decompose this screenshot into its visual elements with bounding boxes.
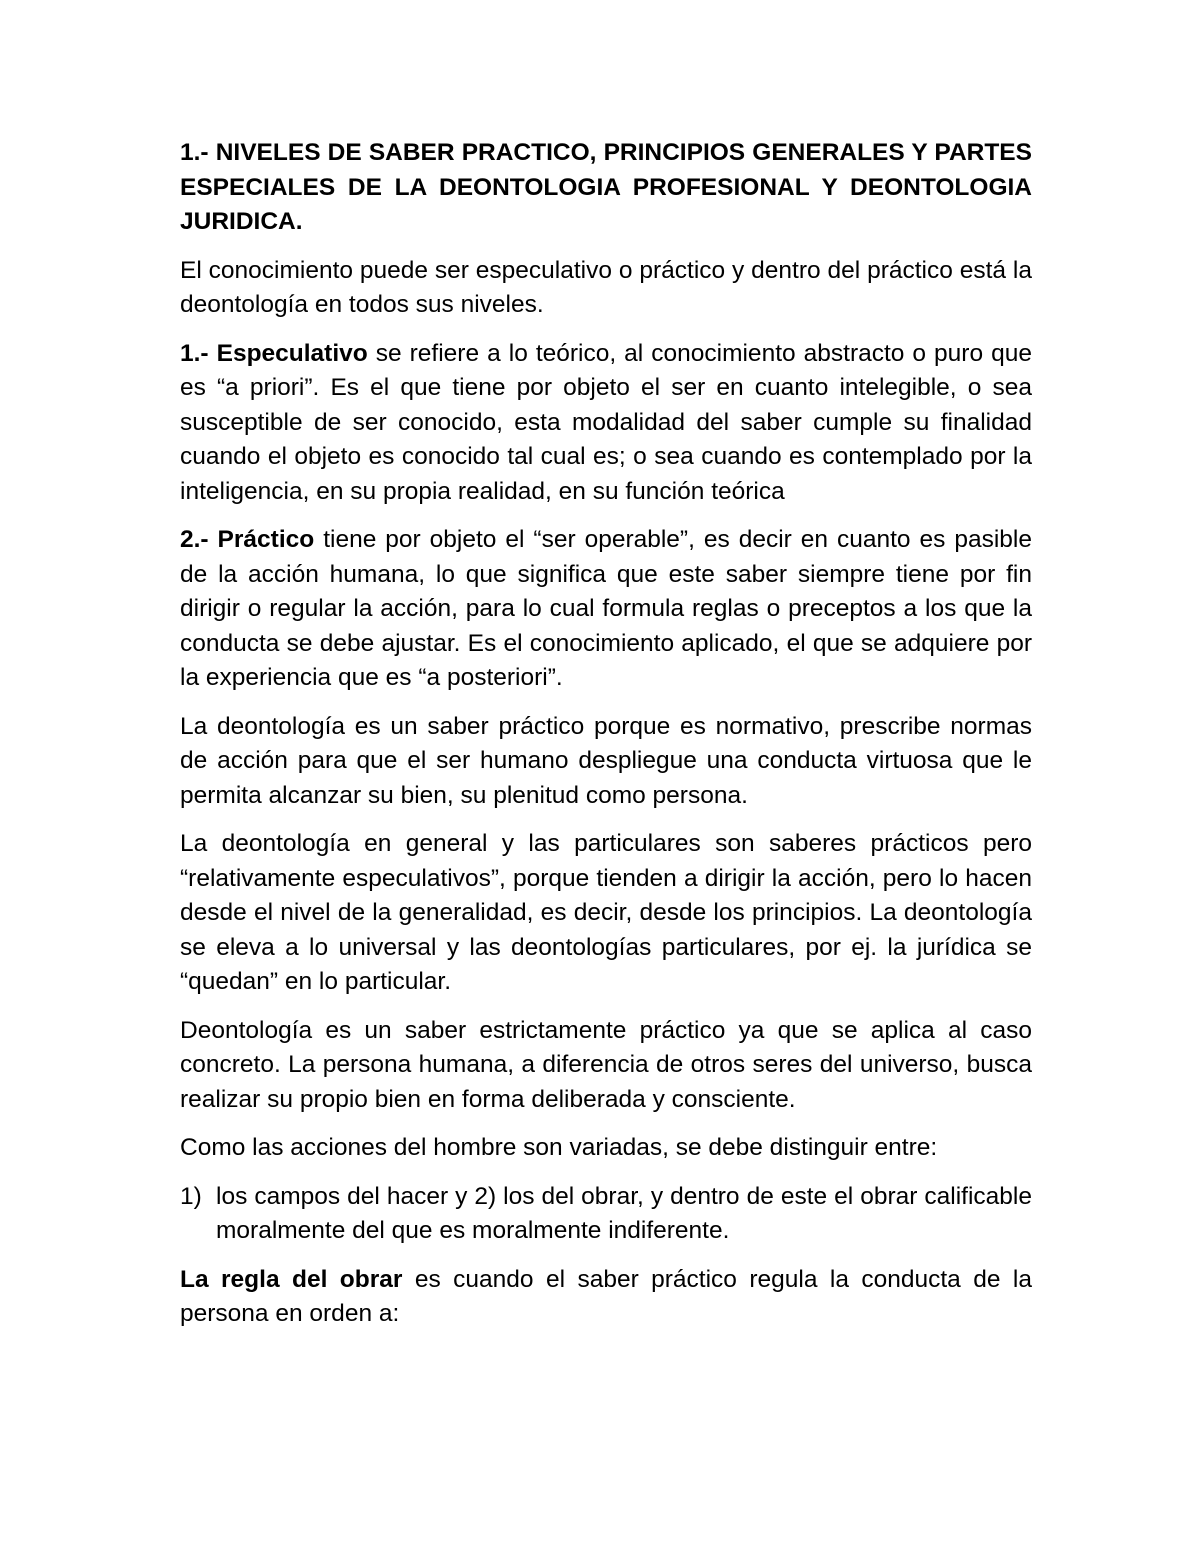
list-item [180, 1180, 1032, 1249]
paragraph-practico [180, 523, 1032, 696]
paragraph-deontologia-practico: Deontología es un saber estrictamente práctico ya que se aplica al caso concreto. La persona humana, a diferencia de otros seres del universo, busca realizar su propio bien en forma deliberada y consciente. [180, 1016, 1032, 1113]
paragraph-lead: 1.- Especulativo [180, 339, 368, 367]
paragraph-lead: La regla del obrar [180, 1265, 403, 1293]
paragraph-text: es cuando el saber práctico regula la conducta de la persona en orden a: [180, 1265, 1032, 1327]
document-title: 1.- NIVELES DE SABER PRACTICO, PRINCIPIOS GENERALES Y PARTES ESPECIALES DE LA DEONTOLOGIA PROFESIONAL Y DEONTOLOGIA JURIDICA. [180, 139, 1032, 235]
paragraph-especulativo [180, 337, 1032, 510]
paragraph-intro: El conocimiento puede ser especulativo o práctico y dentro del práctico está la deontología en todos sus niveles. [180, 256, 1032, 318]
paragraph-text: se refiere a lo teórico, al conocimiento abstracto o puro que es “a priori”. Es el que tiene por objeto el ser en cuanto intelegible, o sea susceptible de ser conocido, esta modalidad del saber cumple su finalidad cuando el objeto es conocido tal cual es; o sea cuando es contemplado por la inteligencia, en su propia realidad, en su función teórica [180, 339, 1032, 505]
paragraph-regla-del-obrar [180, 1263, 1032, 1332]
paragraph-acciones: Como las acciones del hombre son variadas, se debe distinguir entre: [180, 1134, 938, 1161]
document-page [180, 136, 1032, 1346]
paragraph-deontologia-normativo: La deontología es un saber práctico porque es normativo, prescribe normas de acción para que el ser humano despliegue una conducta virtuosa que le permita alcanzar su bien, su plenitud como persona. [180, 712, 1032, 809]
paragraph-lead: 2.- Práctico [180, 526, 315, 553]
paragraph-deontologia-general: La deontología en general y las particulares son saberes prácticos pero “relativamente especulativos”, porque tienden a dirigir la acción, pero lo hacen desde el nivel de la generalidad, es decir, desde los principios. La deontología se eleva a lo universal y las deontologías particulares, por ej. la jurídica se “quedan” en lo particular. [180, 830, 1032, 995]
paragraph-text: tiene por objeto el “ser operable”, es decir en cuanto es pasible de la acción humana, lo que significa que este saber siempre tiene por fin dirigir o regular la acción, para lo cual formula reglas o preceptos a los que la conducta se debe ajustar. Es el conocimiento aplicado, el que se adquiere por la experiencia que es “a posteriori”. [180, 526, 1032, 691]
list-marker: 1) [180, 1182, 202, 1210]
list-item-text: los campos del hacer y 2) los del obrar, y dentro de este el obrar calificable moralmente del que es moralmente indiferente. [216, 1182, 1032, 1244]
